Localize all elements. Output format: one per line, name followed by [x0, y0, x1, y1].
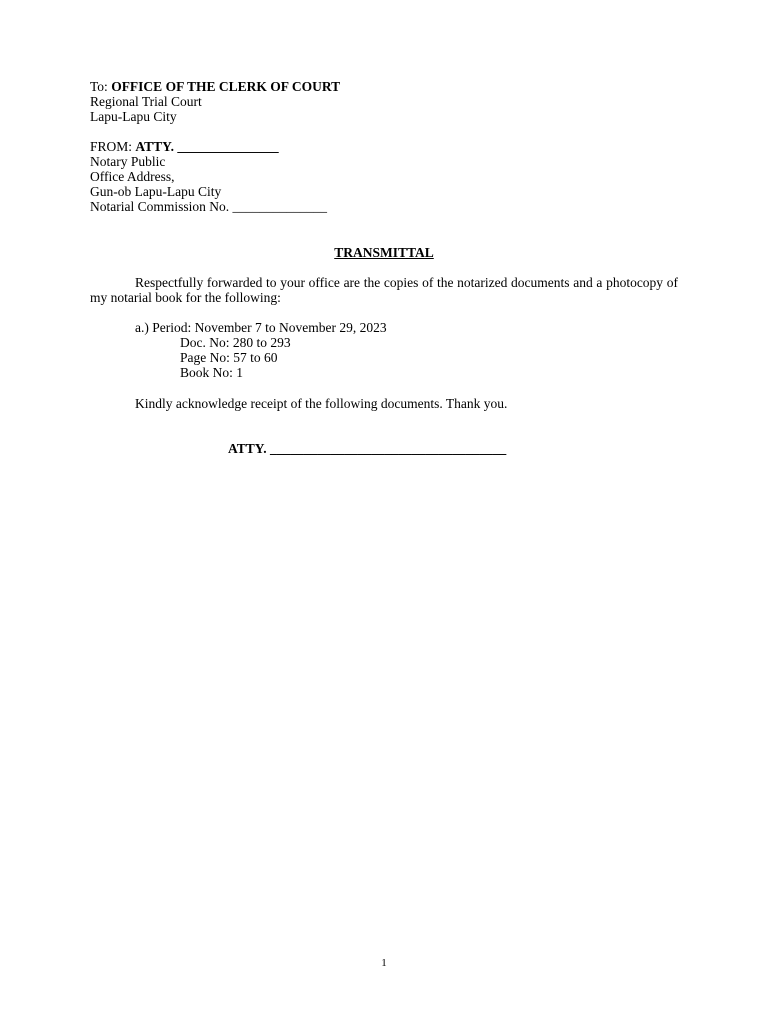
recipient-block — [90, 79, 680, 124]
closing-line: Kindly acknowledge receipt of the following documents. Thank you. — [135, 396, 508, 411]
document-title: TRANSMITTAL — [334, 245, 434, 260]
sender-office-address: Office Address, — [90, 169, 175, 184]
sender-commission: Notarial Commission No. ______________ — [90, 199, 327, 214]
page-number: 1 — [381, 957, 387, 969]
recipient-line — [90, 79, 680, 94]
sender-block — [90, 139, 680, 214]
doc-no-line: Doc. No: 280 to 293 — [180, 335, 291, 350]
details-list — [135, 320, 387, 380]
sender-prefix: FROM: — [90, 139, 136, 154]
sender-line — [90, 139, 680, 154]
book-no-line: Book No: 1 — [180, 365, 244, 380]
body-paragraph-text: Respectfully forwarded to your office are the copies of the notarized documents and a photocopy of my notarial book for the following: — [90, 275, 678, 305]
body-paragraph — [90, 275, 678, 305]
recipient-prefix: To: — [90, 79, 112, 94]
sender-atty: ATTY. _______________ — [135, 139, 279, 154]
recipient-court: Regional Trial Court — [90, 94, 202, 109]
signature-line: ATTY. ___________________________________ — [228, 441, 507, 456]
recipient-city: Lapu-Lapu City — [90, 109, 177, 124]
period-line: a.) Period: November 7 to November 29, 2023 — [135, 320, 387, 335]
recipient-office: OFFICE OF THE CLERK OF COURT — [111, 79, 341, 94]
sender-title: Notary Public — [90, 154, 166, 169]
page-no-line: Page No: 57 to 60 — [180, 350, 278, 365]
sender-city: Gun-ob Lapu-Lapu City — [90, 184, 222, 199]
